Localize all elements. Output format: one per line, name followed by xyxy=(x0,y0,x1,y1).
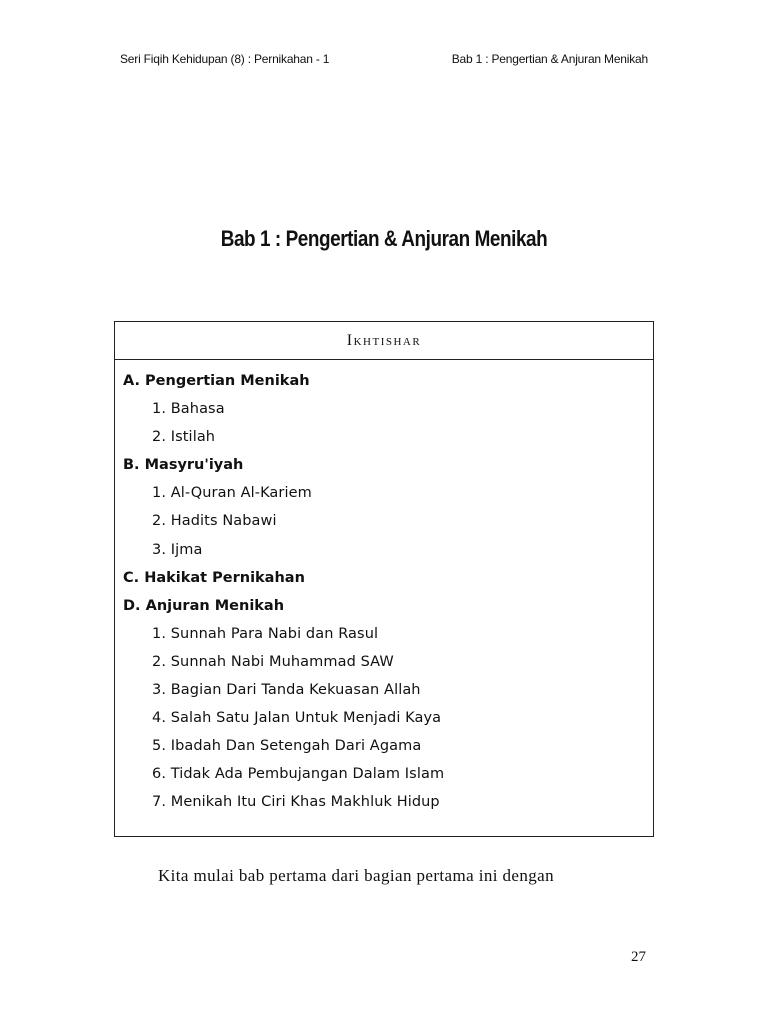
summary-list xyxy=(115,360,653,817)
section-d-label: D. Anjuran Menikah xyxy=(123,597,285,614)
list-item: 4. Salah Satu Jalan Untuk Menjadi Kaya xyxy=(152,710,442,727)
header-book-title: Seri Fiqih Kehidupan (8) : Pernikahan - 1 xyxy=(120,52,330,66)
chapter-title: Bab 1 : Pengertian & Anjuran Menikah xyxy=(220,226,548,251)
section-c-label: C. Hakikat Pernikahan xyxy=(123,569,305,586)
summary-heading: Ikhtishar xyxy=(115,322,653,360)
section-b-label: B. Masyru'iyah xyxy=(123,457,244,474)
body-paragraph: Kita mulai bab pertama dari bagian pertama ini dengan xyxy=(158,866,554,885)
page-number: 27 xyxy=(631,949,646,965)
list-item: 5. Ibadah Dan Setengah Dari Agama xyxy=(152,738,422,755)
summary-box xyxy=(114,321,654,837)
list-item: 3. Ijma xyxy=(152,541,203,558)
running-header xyxy=(120,52,648,66)
list-item: 7. Menikah Itu Ciri Khas Makhluk Hidup xyxy=(152,794,440,811)
list-item: 1. Al-Quran Al-Kariem xyxy=(152,485,312,502)
list-item: 2. Sunnah Nabi Muhammad SAW xyxy=(152,653,394,670)
list-item: 2. Hadits Nabawi xyxy=(152,513,277,530)
section-a-label: A. Pengertian Menikah xyxy=(123,373,310,389)
list-item: 2. Istilah xyxy=(152,429,216,446)
header-chapter-title: Bab 1 : Pengertian & Anjuran Menikah xyxy=(451,52,648,66)
list-item: 6. Tidak Ada Pembujangan Dalam Islam xyxy=(152,766,445,783)
list-item: 3. Bagian Dari Tanda Kekuasan Allah xyxy=(152,682,421,699)
list-item: 1. Sunnah Para Nabi dan Rasul xyxy=(152,625,379,642)
list-item: 1. Bahasa xyxy=(152,401,225,418)
